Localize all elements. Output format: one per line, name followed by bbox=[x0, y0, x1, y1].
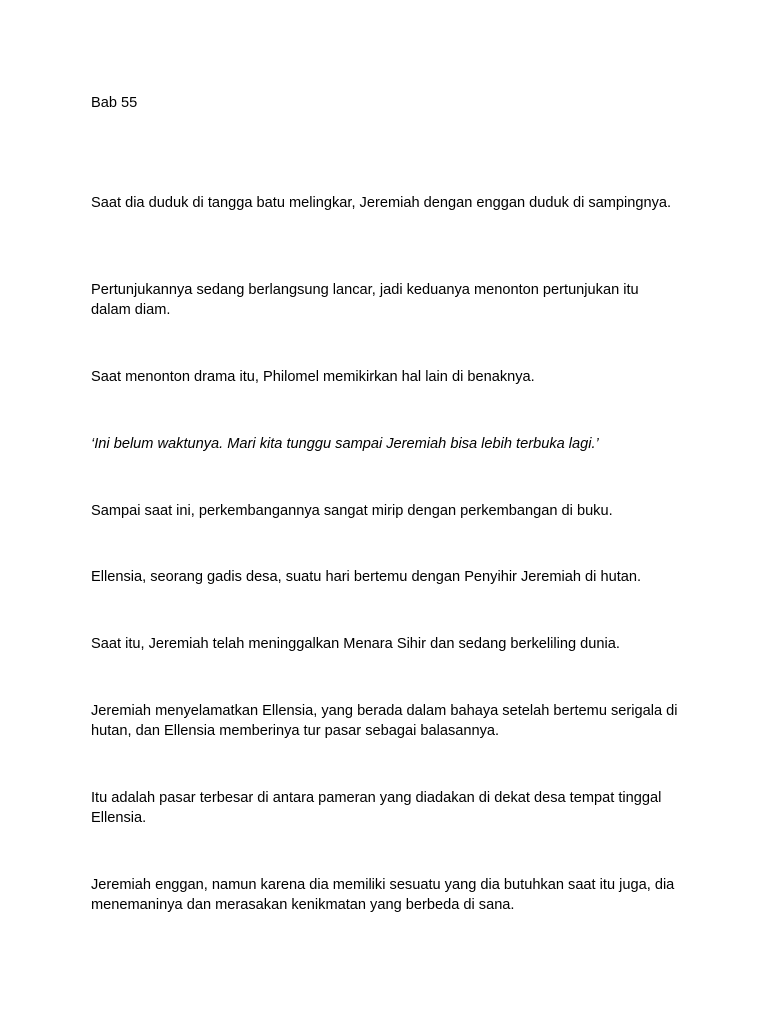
paragraph: Ellensia, seorang gadis desa, suatu hari bertemu dengan Penyihir Jeremiah di hutan. bbox=[91, 569, 642, 585]
paragraph: Pertunjukannya sedang berlangsung lancar, jadi keduanya menonton pertunjukan itu dalam diam. bbox=[91, 282, 639, 318]
chapter-title: Bab 55 bbox=[91, 95, 138, 111]
paragraph: Jeremiah menyelamatkan Ellensia, yang berada dalam bahaya setelah bertemu serigala di hutan, dan Ellensia memberinya tur pasar sebagai balasannya. bbox=[91, 703, 678, 739]
paragraph: Jeremiah enggan, namun karena dia memiliki sesuatu yang dia butuhkan saat itu juga, dia menemaninya dan merasakan kenikmatan yang berbeda di sana. bbox=[91, 877, 675, 913]
paragraph: Itu adalah pasar terbesar di antara pameran yang diadakan di dekat desa tempat tinggal Ellensia. bbox=[91, 790, 662, 826]
paragraph: Sampai saat ini, perkembangannya sangat mirip dengan perkembangan di buku. bbox=[91, 503, 613, 519]
paragraph-thought: ‘Ini belum waktunya. Mari kita tunggu sampai Jeremiah bisa lebih terbuka lagi.’ bbox=[91, 436, 599, 452]
paragraph: Saat menonton drama itu, Philomel memikirkan hal lain di benaknya. bbox=[91, 369, 535, 385]
paragraph: Saat dia duduk di tangga batu melingkar, Jeremiah dengan enggan duduk di sampingnya. bbox=[91, 195, 672, 211]
paragraph: Saat itu, Jeremiah telah meninggalkan Menara Sihir dan sedang berkeliling dunia. bbox=[91, 636, 620, 652]
